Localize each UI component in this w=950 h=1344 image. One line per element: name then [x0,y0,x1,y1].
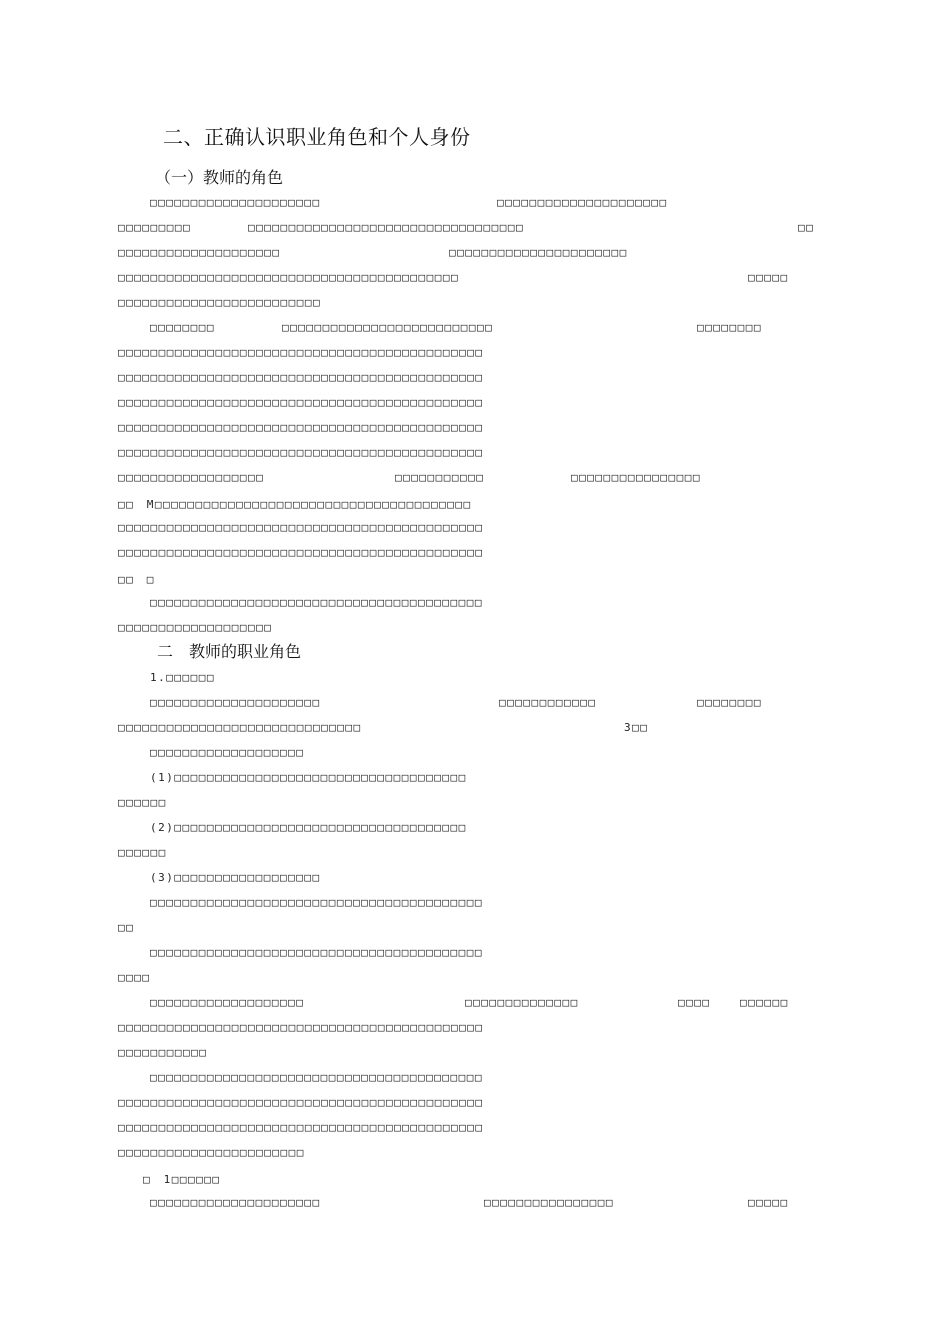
text-line: □□□□□□□□□□□□□□□□□□□□□□ [449,246,628,259]
text-line: □□□□□□□□□□□□□□□□□□□□□□□□□□□□□□□□□□□□□□□□□□□□□ [118,521,484,534]
text-line: 3□□ [624,721,649,734]
text-line: □□□□□□□□□□□□□□□□□□□□□□□□□□□□□□□□□□□□□□□□□□□□□ [118,371,484,384]
text-line: □□□□□□□□□□□□□□□□□□□□□□□□□□□□□□□□□□□□□□□□□ [150,896,484,909]
text-line: □□ □ [118,573,155,586]
text-line: □□□□□□□□□□□□□□□□□□□□□□□□□□□□□□□□□□□□□□□□□□□□□ [118,1096,484,1109]
text-line: □□□□□□□□□□□□□□□□□□□□□□□□□□□□□□□□□□□□□□□□□□□□□ [118,446,484,459]
text-line: □□□□□□□□□□□ [118,1046,208,1059]
text-line: □□□□□□□□□□□□□□□□□□□□□□□□□ [118,296,322,309]
text-line: □□□□□□□□□□□□□□□□ [571,471,701,484]
text-line: □□□□□□□□□□□□□□□□□□□□ [118,246,281,259]
text-line: □□□□□□□□□□□□□□□□□□□□□□□□□□ [282,321,494,334]
text-line: □□□□□□□□□□□□□□□□□□□□□ [150,196,321,209]
text-line: □□□□□□□□□□□□□□□□□□□□□□□□□□□□□□□□□□□□□□□□□□□□□ [118,546,484,559]
text-line: □□□□□□□□□□□□□□□□□□□□□□□□□□□□□□□□□□□□□□□□□□□□□ [118,1021,484,1034]
text-line: □□□□□□□□□□□□□□□□□□□□□□□□□□□□□□□□□□□□□□□□□ [150,596,484,609]
text-line: □□□□□□□□□□□□□□□□□□□□□□□□□□□□□□□□□□□□□□□□□□□□□ [118,1121,484,1134]
subsection-heading: 1.□□□□□□ [150,671,215,684]
text-line: □□□□□□□□□□□□□□□□□□□□□□□□□□□□□□□□□□□□□□□□□□□□□ [118,396,484,409]
list-item: (2)□□□□□□□□□□□□□□□□□□□□□□□□□□□□□□□□□□□□ [150,821,467,834]
text-line: □□□□□□□□ [150,321,215,334]
text-line: □□□□□ [748,271,789,284]
document-title: 二、正确认识职业角色和个人身份 [163,125,471,149]
text-line: □□□□ [118,971,151,984]
text-line: □□□□□ [748,1196,789,1209]
text-line: □□ [118,921,135,934]
text-line: □□ M□□□□□□□□□□□□□□□□□□□□□□□□□□□□□□□□□□□□□□□ [118,498,472,511]
list-item: (1)□□□□□□□□□□□□□□□□□□□□□□□□□□□□□□□□□□□□ [150,771,467,784]
text-line: □□□□□□□□□□□□□□□□□□ [118,471,265,484]
text-line: □□□□□□□□□ [118,221,192,234]
subsection-heading: □ 1□□□□□□ [143,1173,221,1186]
text-line: □□□□□□□□□□□ [395,471,485,484]
text-line: □□□□□□□□□□□□□□□□□□□□□□□ [118,1146,305,1159]
text-line: □□□□□□□□□□□□□□□□□□□□□□□□□□□□□□□□□□□□□□□□□□ [118,271,460,284]
text-line: □□□□□□□□□□□□□□□□□□□□□ [150,1196,321,1209]
text-line: □□□□□□□□□□□□□□□□□□□ [150,746,305,759]
text-line: □□□□□□□□□□□□□□□□□□□□□□□□□□□□□□ [118,721,362,734]
text-line: □□ [798,221,815,234]
text-line: □□□□□□□□□□□□□□□□ [484,1196,614,1209]
text-line: □□□□□□ [118,796,167,809]
text-line: □□□□□□□□□□□□□□□□□□□ [150,996,305,1009]
text-line: □□□□□□ [118,846,167,859]
text-line: □□□□□□□□□□□□□□□□□□□□□□□□□□□□□□□□□□ [248,221,525,234]
text-line: □□□□□□□□□□□□□□□□□□□□□□□□□□□□□□□□□□□□□□□□□ [150,946,484,959]
section-heading-professional-role: 二 教师的职业角色 [157,642,302,661]
list-item: (3)□□□□□□□□□□□□□□□□□□ [150,871,321,884]
text-line: □□□□□□□□ [697,696,762,709]
text-line: □□□□□□□□□□□□□□□□□□□□□□□□□□□□□□□□□□□□□□□□□□□□□ [118,421,484,434]
text-line: □□□□□□□□□□□□ [499,696,597,709]
text-line: □□□□□□ [740,996,789,1009]
text-line: □□□□□□□□□□□□□□□□□□□□□ [497,196,668,209]
text-line: □□□□□□□□□□□□□□□□□□□□□□□□□□□□□□□□□□□□□□□□□ [150,1071,484,1084]
text-line: □□□□ [678,996,711,1009]
text-line: □□□□□□□□ [697,321,762,334]
text-line: □□□□□□□□□□□□□□□□□□□□□□□□□□□□□□□□□□□□□□□□□□□□□ [118,346,484,359]
text-line: □□□□□□□□□□□□□□ [465,996,579,1009]
text-line: □□□□□□□□□□□□□□□□□□□ [118,621,273,634]
section-heading-teacher-role: （一）教师的角色 [155,168,284,187]
text-line: □□□□□□□□□□□□□□□□□□□□□ [150,696,321,709]
